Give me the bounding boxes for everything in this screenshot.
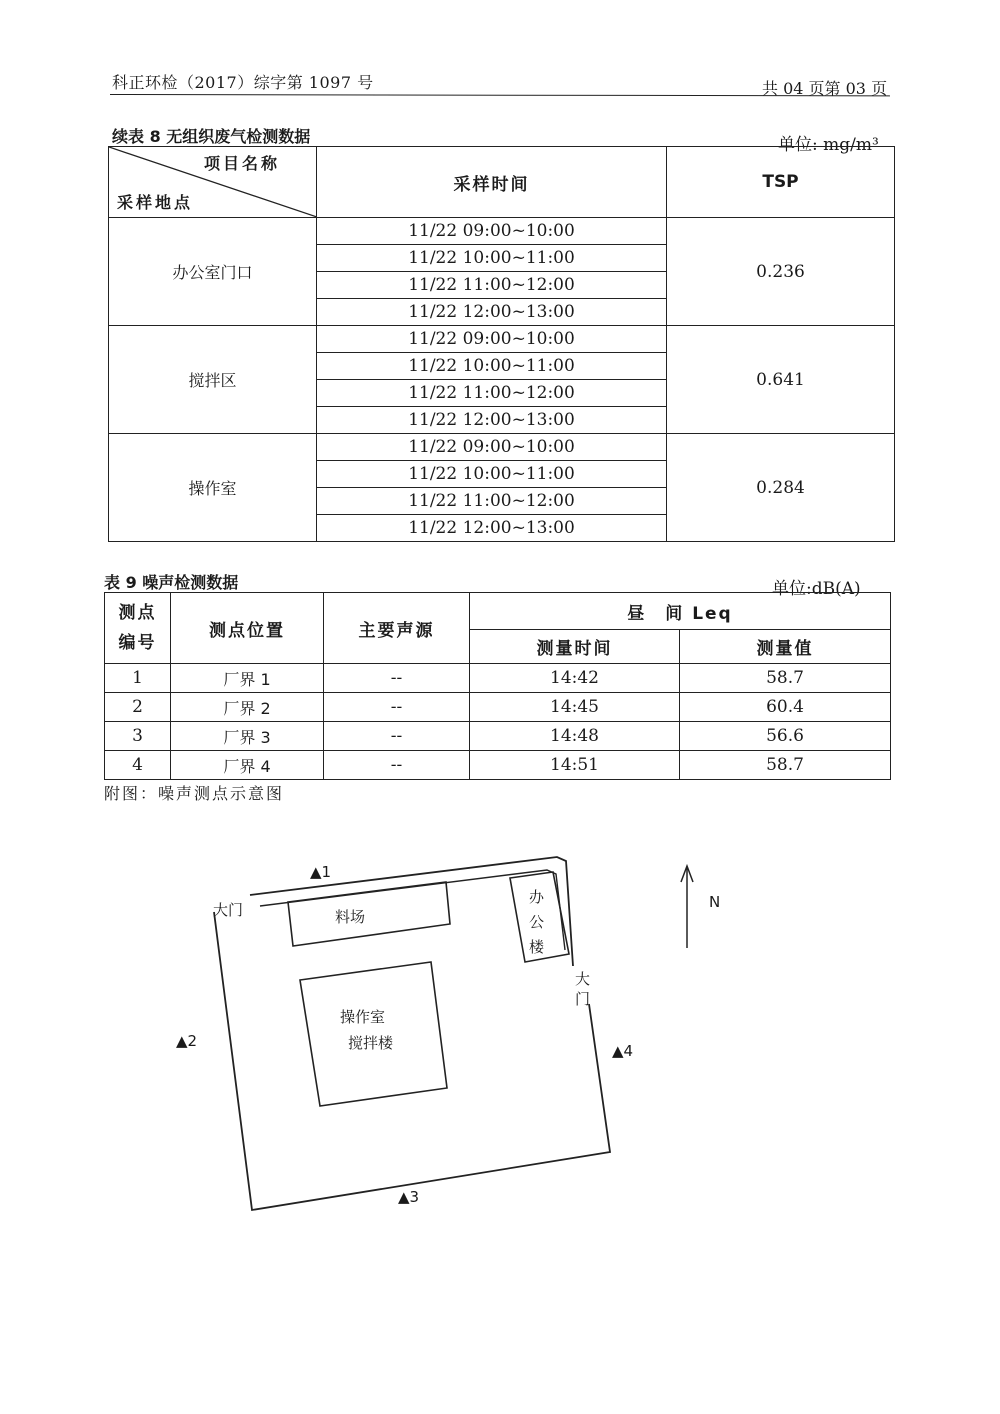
col-position: 测点位置 <box>171 593 324 664</box>
control-room-label: 操作室 <box>340 1008 386 1026</box>
gate-east-label-2: 门 <box>575 990 591 1008</box>
point-time: 14:45 <box>470 693 680 722</box>
diag-top-label: 项目名称 <box>203 154 280 173</box>
table-row <box>105 722 891 751</box>
document-number: 科正环检（2017）综字第 1097 号 <box>112 73 374 92</box>
noise-point-4: ▲4 <box>612 1042 634 1060</box>
time-cell: 11/22 10:00~11:00 <box>317 353 667 380</box>
noise-point-2: ▲2 <box>176 1032 198 1050</box>
point-value: 60.4 <box>680 693 891 722</box>
time-cell: 11/22 09:00~10:00 <box>317 218 667 245</box>
office-label-2: 公 <box>529 913 545 931</box>
time-cell: 11/22 12:00~13:00 <box>317 515 667 542</box>
point-position: 厂界 2 <box>171 693 324 722</box>
col-point-no <box>105 593 171 664</box>
time-cell: 11/22 10:00~11:00 <box>317 461 667 488</box>
office-label-3: 楼 <box>529 938 545 956</box>
col-point-no-line1: 测点 <box>118 603 157 623</box>
table-row <box>105 751 891 780</box>
time-cell: 11/22 09:00~10:00 <box>317 434 667 461</box>
point-source: -- <box>324 664 470 693</box>
tsp-value: 0.236 <box>667 218 895 326</box>
point-time: 14:51 <box>470 751 680 780</box>
tsp-value: 0.641 <box>667 326 895 434</box>
north-label: N <box>709 893 721 911</box>
noise-point-diagram <box>0 830 1000 1230</box>
gate-west-label: 大门 <box>213 901 244 919</box>
point-value: 58.7 <box>680 751 891 780</box>
point-source: -- <box>324 751 470 780</box>
point-no: 1 <box>105 664 171 693</box>
diag-bottom-label: 采样地点 <box>117 193 194 212</box>
table-row <box>105 693 891 722</box>
point-time: 14:48 <box>470 722 680 751</box>
location-cell: 操作室 <box>109 434 317 542</box>
point-time: 14:42 <box>470 664 680 693</box>
time-cell: 11/22 10:00~11:00 <box>317 245 667 272</box>
table8-diag-header <box>109 147 317 218</box>
col-daytime-leq: 昼 间 Leq <box>470 593 891 630</box>
col-main-source: 主要声源 <box>324 593 470 664</box>
office-label-1: 办 <box>529 888 545 906</box>
table-row <box>105 664 891 693</box>
table9-unit: 单位:dB(A) <box>772 579 861 599</box>
col-tsp: TSP <box>667 147 895 218</box>
point-value: 58.7 <box>680 664 891 693</box>
time-cell: 11/22 09:00~10:00 <box>317 326 667 353</box>
point-no: 4 <box>105 751 171 780</box>
col-measure-time: 测量时间 <box>470 630 680 664</box>
point-source: -- <box>324 693 470 722</box>
point-value: 56.6 <box>680 722 891 751</box>
header-rule <box>110 94 890 96</box>
location-cell: 办公室门口 <box>109 218 317 326</box>
material-yard-label: 料场 <box>335 908 366 926</box>
time-cell: 11/22 11:00~12:00 <box>317 380 667 407</box>
noise-point-1: ▲1 <box>310 863 332 881</box>
noise-point-3: ▲3 <box>398 1188 420 1206</box>
material-yard-shape <box>288 882 450 946</box>
point-position: 厂界 4 <box>171 751 324 780</box>
time-cell: 11/22 11:00~12:00 <box>317 488 667 515</box>
point-position: 厂界 3 <box>171 722 324 751</box>
location-cell: 搅拌区 <box>109 326 317 434</box>
time-cell: 11/22 11:00~12:00 <box>317 272 667 299</box>
page-info: 共 04 页第 03 页 <box>762 79 888 98</box>
table9-title: 表 9 噪声检测数据 <box>104 573 239 592</box>
table8 <box>108 146 895 542</box>
figure-caption: 附图：噪声测点示意图 <box>104 784 285 803</box>
gate-east-label-1: 大 <box>575 970 591 988</box>
time-cell: 11/22 12:00~13:00 <box>317 407 667 434</box>
table9 <box>104 592 891 780</box>
point-source: -- <box>324 722 470 751</box>
col-point-no-line2: 编号 <box>118 633 157 653</box>
tsp-value: 0.284 <box>667 434 895 542</box>
time-cell: 11/22 12:00~13:00 <box>317 299 667 326</box>
point-position: 厂界 1 <box>171 664 324 693</box>
site-boundary-inner <box>260 870 565 950</box>
col-sampling-time: 采样时间 <box>317 147 667 218</box>
col-measure-value: 测量值 <box>680 630 891 664</box>
point-no: 2 <box>105 693 171 722</box>
mixing-building-label: 搅拌楼 <box>348 1034 394 1052</box>
point-no: 3 <box>105 722 171 751</box>
table8-unit: 单位: mg/m³ <box>778 135 879 155</box>
table8-title: 续表 8 无组织废气检测数据 <box>112 127 311 146</box>
